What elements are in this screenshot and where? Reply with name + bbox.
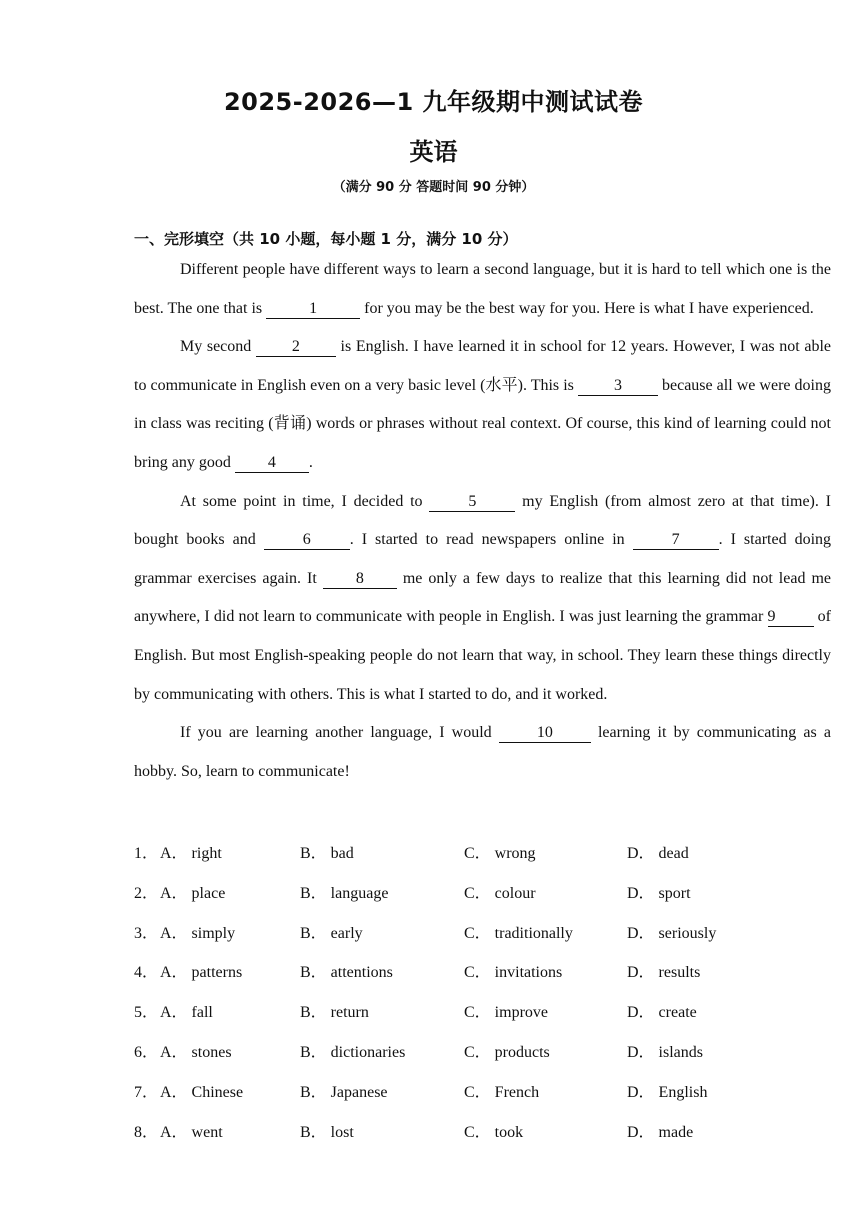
option-b: B． language (300, 884, 389, 902)
passage-text: My second (180, 338, 256, 356)
blank-5: 5 (429, 493, 515, 512)
passage-paragraph-4 (134, 714, 831, 791)
option-row-6 (134, 1033, 834, 1073)
option-row-1 (134, 834, 834, 874)
option-d: D． sport (627, 884, 691, 902)
option-d: D． dead (627, 845, 689, 862)
passage-paragraph-3 (134, 483, 831, 715)
option-a: A． place (160, 884, 226, 902)
option-row-8 (134, 1113, 834, 1153)
question-number: 5． (134, 1004, 159, 1022)
subject-title: 英语 (409, 138, 458, 166)
passage-text: because all we were doing in class was reciting (背诵) words or phrases without real context. Of course, this kind of learning could not bring any good (134, 376, 831, 471)
option-b: B． attentions (300, 964, 393, 982)
question-number: 2． (134, 884, 159, 902)
option-b: B． bad (300, 845, 354, 862)
blank-7: 7 (633, 531, 719, 550)
option-row-5 (134, 993, 834, 1033)
passage-paragraph-1 (134, 251, 831, 328)
option-b: B． lost (300, 1123, 354, 1141)
option-c: C． improve (464, 1004, 548, 1022)
passage-text: At some point in time, I decided to (180, 492, 430, 510)
option-c: C． took (464, 1123, 524, 1141)
option-c: C． invitations (464, 964, 563, 982)
option-d: D． results (627, 964, 701, 982)
passage-text: for you may be the best way for you. Here is what I have experienced. (360, 299, 814, 317)
passage-text: is English. I have learned it in school for 12 years. However, I was not able to communicate in English even on a very basic level (水平). This is (134, 338, 832, 394)
option-d: D． seriously (627, 924, 717, 942)
option-c: C． colour (464, 884, 536, 902)
passage-text: . (308, 453, 313, 471)
option-d: D． made (627, 1123, 694, 1141)
passage-text: . I started doing grammar exercises again. It (134, 531, 832, 587)
exam-note: （满分 90 分 答题时间 90 分钟） (332, 180, 535, 195)
option-a: A． went (160, 1123, 223, 1141)
option-b: B． dictionaries (300, 1043, 406, 1061)
question-number: 8． (134, 1123, 159, 1141)
option-a: A． simply (160, 924, 236, 942)
question-number: 4． (134, 964, 159, 982)
question-number: 6． (134, 1043, 159, 1061)
option-row-3 (134, 914, 834, 954)
blank-3: 3 (578, 377, 658, 396)
option-c: C． wrong (464, 845, 536, 862)
section-heading: 一、完形填空（共 10 小题，每小题 1 分，满分 10 分） (134, 230, 518, 248)
option-c: C． French (464, 1083, 540, 1101)
blank-9: 9 (768, 608, 814, 627)
option-c: C． products (464, 1043, 550, 1061)
options-list (134, 834, 834, 1152)
option-d: D． islands (627, 1043, 704, 1061)
blank-8: 8 (323, 570, 397, 589)
option-row-2 (134, 874, 834, 914)
option-b: B． return (300, 1004, 369, 1022)
option-d: D． create (627, 1004, 697, 1022)
option-b: B． Japanese (300, 1083, 388, 1101)
passage-text: . I started to read newspapers online in (349, 531, 633, 549)
passage-text: me only a few days to realize that this learning did not lead me anywhere, I did not learn to communicate with people in English. I was just learning the grammar (134, 569, 831, 626)
passage-text: Different people have different ways to learn a second language, but it is hard to tell which one is the best. The one that is (134, 261, 831, 317)
blank-4: 4 (235, 454, 309, 473)
passage-text: If you are learning another language, I would (180, 724, 499, 742)
question-number: 7． (134, 1083, 159, 1101)
passage-text: learning it by communicating as a hobby. So, learn to communicate! (134, 724, 831, 780)
option-c: C． traditionally (464, 924, 573, 942)
question-number: 3． (134, 924, 159, 942)
passage-text: my English (from almost zero at that time). I bought books and (134, 492, 831, 549)
question-number: 1． (134, 845, 159, 862)
blank-6: 6 (264, 531, 350, 550)
option-a: A． patterns (160, 964, 243, 982)
cloze-passage (134, 251, 831, 791)
option-row-4 (134, 953, 834, 993)
option-a: A． Chinese (160, 1083, 244, 1101)
blank-1: 1 (266, 300, 360, 319)
option-row-7 (134, 1073, 834, 1113)
blank-10: 10 (499, 724, 591, 743)
option-a: A． fall (160, 1004, 213, 1022)
option-d: D． English (627, 1083, 708, 1101)
exam-title: 2025-2026—1 九年级期中测试试卷 (223, 88, 644, 116)
option-b: B． early (300, 924, 363, 942)
option-a: A． right (160, 845, 222, 862)
option-a: A． stones (160, 1043, 232, 1061)
passage-paragraph-2 (134, 328, 831, 482)
blank-2: 2 (256, 338, 336, 357)
passage-text: of English. But most English-speaking people do not learn that way, in school. They learn these things directly by communicating with others. This is what I started to do, and it worked. (134, 608, 832, 703)
